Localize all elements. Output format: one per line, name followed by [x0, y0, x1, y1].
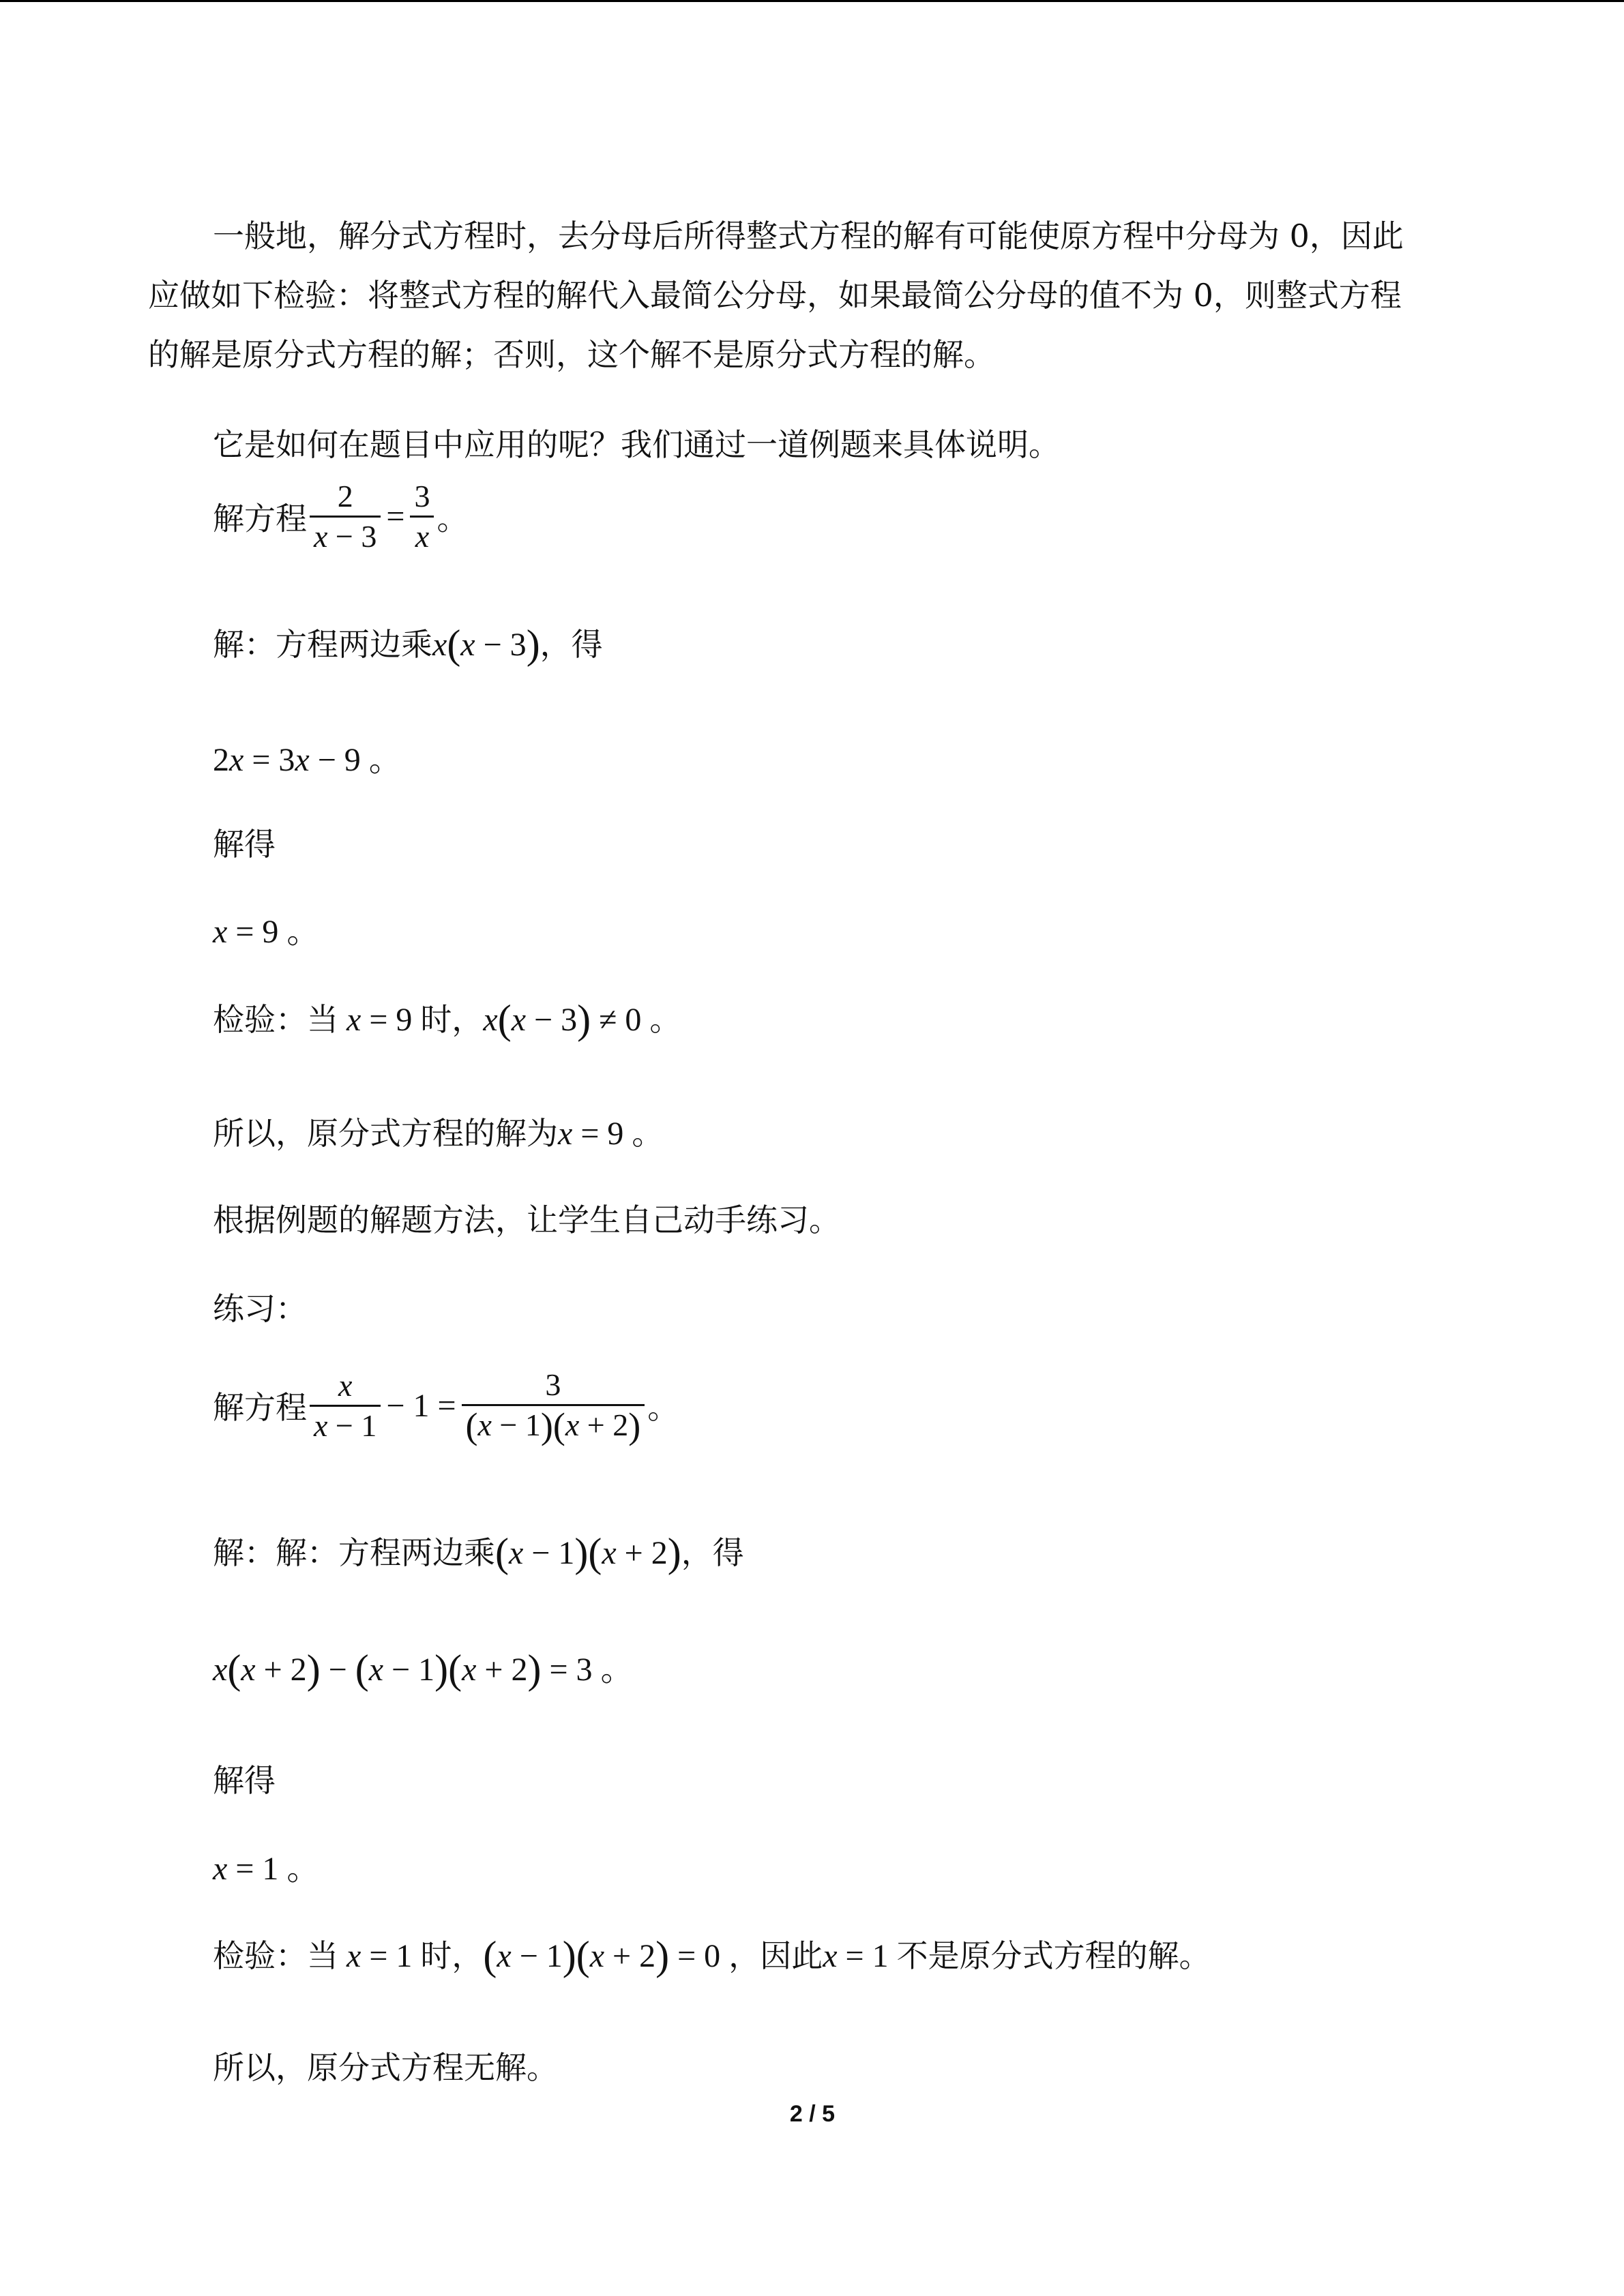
example-equation-2: 2x = 3x − 9 。	[213, 741, 402, 779]
period: 。	[437, 500, 469, 537]
equals-sign: =	[386, 498, 405, 535]
example-conclusion: 所以，原分式方程的解为x = 9 。	[213, 1115, 664, 1152]
lead-sentence: 它是如何在题目中应用的呢？我们通过一道例题来具体说明。	[213, 426, 1060, 463]
fraction-numerator: 3	[462, 1366, 645, 1406]
step-suffix: ，得	[681, 1534, 744, 1571]
step-suffix: ，得	[540, 626, 603, 663]
check-tail-end: 不是原分式方程的解。	[896, 1937, 1211, 1974]
practice-conclusion: 所以，原分式方程无解。	[213, 2049, 558, 2086]
intro-line-3: 的解是原分式方程的解；否则，这个解不是原分式方程的解。	[148, 336, 995, 373]
practice-prompt: 解方程	[213, 1389, 307, 1426]
check-value: x = 9	[346, 1002, 421, 1038]
intro-line-2: 应做如下检验：将整式方程的解代入最简公分母，如果最简公分母的值不为 0，则整式方程	[148, 277, 1402, 314]
practice-solve-label: 解得	[213, 1762, 276, 1799]
page-top-border	[0, 0, 1624, 2]
example-step-1	[213, 624, 603, 665]
fraction-numerator: x	[310, 1367, 381, 1407]
conclusion-prefix: 所以，原分式方程的解为	[213, 1115, 558, 1152]
fraction-denominator: x − 3	[314, 519, 377, 554]
fraction-denominator: (x − 1)(x + 2)	[465, 1405, 641, 1446]
example-equation	[213, 477, 468, 586]
practice-equation-2: x(x + 2) − (x − 1)(x + 2) = 3 。	[213, 1647, 634, 1692]
practice-fraction-left	[310, 1367, 381, 1445]
check-expression: (x − 1)(x + 2) = 0	[483, 1933, 729, 1978]
check-value: x = 1	[346, 1938, 421, 1974]
practice-check	[213, 1935, 1211, 1976]
practice-label: 练习：	[213, 1290, 307, 1327]
fraction-denominator: x − 1	[314, 1407, 377, 1443]
step-prefix: 解：方程两边乘	[213, 626, 432, 663]
step-prefix: 解：解：方程两边乘	[213, 1534, 495, 1571]
example-fraction-right	[410, 477, 434, 556]
check-mid: 时，	[420, 1937, 484, 1974]
multiplier-expression: x(x − 3)	[432, 622, 540, 667]
fraction-numerator: 3	[410, 477, 434, 518]
multiplier-expression: (x − 1)(x + 2)	[495, 1530, 681, 1575]
intro-line-1: 一般地，解分式方程时，去分母后所得整式方程的解有可能使原方程中分母为 0，因此	[213, 218, 1404, 254]
check-prefix: 检验：当	[213, 1001, 338, 1038]
practice-equation: 解方程 $\frac{x}{x - 1}$ − 1 = $\frac{3}{(x - 1)(x + 2)}$ 。	[213, 1367, 679, 1446]
example-solve-label: 解得	[213, 826, 276, 863]
example-prompt: 解方程	[213, 500, 307, 537]
example-fraction-left	[310, 477, 381, 556]
conclusion-value: x = 9	[558, 1116, 632, 1152]
practice-fraction-right	[462, 1366, 645, 1445]
check-mid: 时，	[420, 1001, 484, 1038]
fraction-numerator: 2	[310, 477, 381, 518]
check-tail-value: x = 1	[823, 1938, 897, 1974]
transition-sentence: 根据例题的解题方法，让学生自己动手练习。	[213, 1202, 840, 1238]
example-check: 检验：当 x = 9 时，x(x − 3) ≠ 0 。	[213, 997, 681, 1042]
practice-step-1	[213, 1532, 744, 1573]
page-number: 2 / 5	[789, 2101, 836, 2127]
minus-one-equals: − 1 =	[386, 1387, 456, 1424]
example-solution: x = 9 。	[213, 912, 320, 951]
fraction-denominator: x	[415, 519, 430, 554]
check-prefix: 检验：当	[213, 1937, 338, 1974]
check-expression: x(x − 3) ≠ 0	[483, 997, 650, 1042]
check-tail: ，因此	[728, 1937, 823, 1974]
practice-solution: x = 1 。	[213, 1849, 320, 1888]
